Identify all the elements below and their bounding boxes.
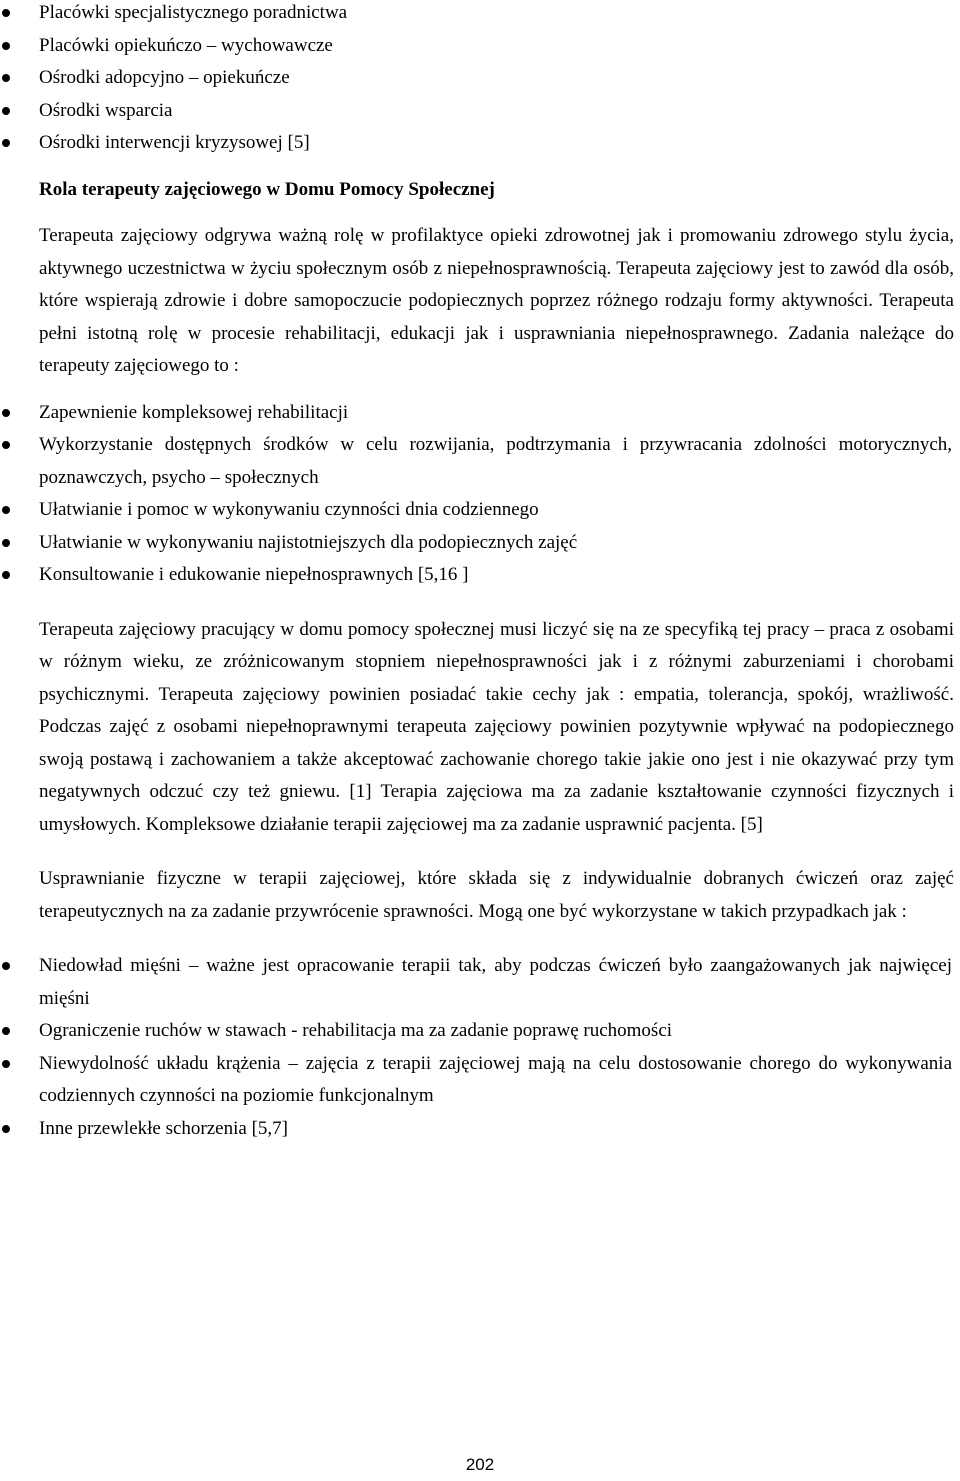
list-item: Ułatwianie i pomoc w wykonywaniu czynności dnia codziennego	[0, 494, 960, 527]
list-item: Ośrodki wsparcia	[0, 95, 960, 128]
page-number: 202	[465, 1455, 495, 1474]
list-item: Placówki specjalistycznego poradnictwa	[0, 0, 960, 30]
list-item: Placówki opiekuńczo – wychowawcze	[0, 30, 960, 63]
bullet-list-facilities	[0, 0, 960, 160]
list-item: Ograniczenie ruchów w stawach - rehabilitacja ma za zadanie poprawę ruchomości	[0, 1015, 960, 1048]
list-item: Ośrodki interwencji kryzysowej [5]	[0, 127, 960, 160]
list-item: Niewydolność układu krążenia – zajęcia z terapii zajęciowej mają na celu dostosowanie chorego do wykonywania codziennych czynności na poziomie funkcjonalnym	[0, 1048, 960, 1113]
list-item: Niedowład mięśni – ważne jest opracowanie terapii tak, aby podczas ćwiczeń było zaangażowanych jak najwięcej mięśni	[0, 950, 960, 1015]
list-item: Zapewnienie kompleksowej rehabilitacji	[0, 397, 960, 430]
list-item: Inne przewlekłe schorzenia [5,7]	[0, 1113, 960, 1146]
section-heading: Rola terapeuty zajęciowego w Domu Pomocy Społecznej	[39, 178, 495, 200]
list-item: Ułatwianie w wykonywaniu najistotniejszych dla podopiecznych zajęć	[0, 527, 960, 560]
list-item: Wykorzystanie dostępnych środków w celu rozwijania, podtrzymania i przywracania zdolności motorycznych, poznawczych, psycho – społecznych	[0, 429, 960, 494]
bullet-list-tasks	[0, 397, 960, 592]
list-item: Konsultowanie i edukowanie niepełnosprawnych [5,16 ]	[0, 559, 960, 592]
bullet-list-cases	[0, 950, 960, 1145]
paragraph-therapist: Terapeuta zajęciowy pracujący w domu pomocy społecznej musi liczyć się na ze specyfiką tej pracy – praca z osobami w różnym wieku, ze zróżnicowanym stopniem niepełnosprawności jak i z różnymi zaburzeniami i chorobami psychicznymi. Terapeuta zajęciowy powinien posiadać takie cechy jak : empatia, tolerancja, spokój, wrażliwość. Podczas zajęć z osobami niepełnoprawnymi terapeuta zajęciowy powinien pozytywnie wpływać na podopiecznego swoją postawą i zachowaniem a także akceptować zachowanie chorego takie jakie ono jest i nie okazywać przy tym negatywnych odczuć czy też gniewu. [1] Terapia zajęciowa ma za zadanie kształtowanie czynności fizycznych i umysłowych. Kompleksowe działanie terapii zajęciowej ma za zadanie usprawnić pacjenta. [5]	[39, 618, 954, 835]
paragraph-intro: Terapeuta zajęciowy odgrywa ważną rolę w profilaktyce opieki zdrowotnej jak i promowaniu zdrowego stylu życia, aktywnego uczestnictwa w życiu społecznym osób z niepełnosprawnością. Terapeuta zajęciowy jest to zawód dla osób, które wspierają zdrowie i dobre samopoczucie podopiecznych poprzez różnego rodzaju formy aktywności. Terapeuta pełni istotną rolę w procesie rehabilitacji, edukacji jak i usprawniania niepełnosprawnego. Zadania należące do terapeuty zajęciowego to :	[39, 225, 954, 376]
paragraph-physical: Usprawnianie fizyczne w terapii zajęciowej, które składa się z indywidualnie dobranych ćwiczeń oraz zajęć terapeutycznych na za zadanie przywrócenie sprawności. Mogą one być wykorzystane w takich przypadkach jak :	[39, 868, 954, 922]
list-item: Ośrodki adopcyjno – opiekuńcze	[0, 62, 960, 95]
